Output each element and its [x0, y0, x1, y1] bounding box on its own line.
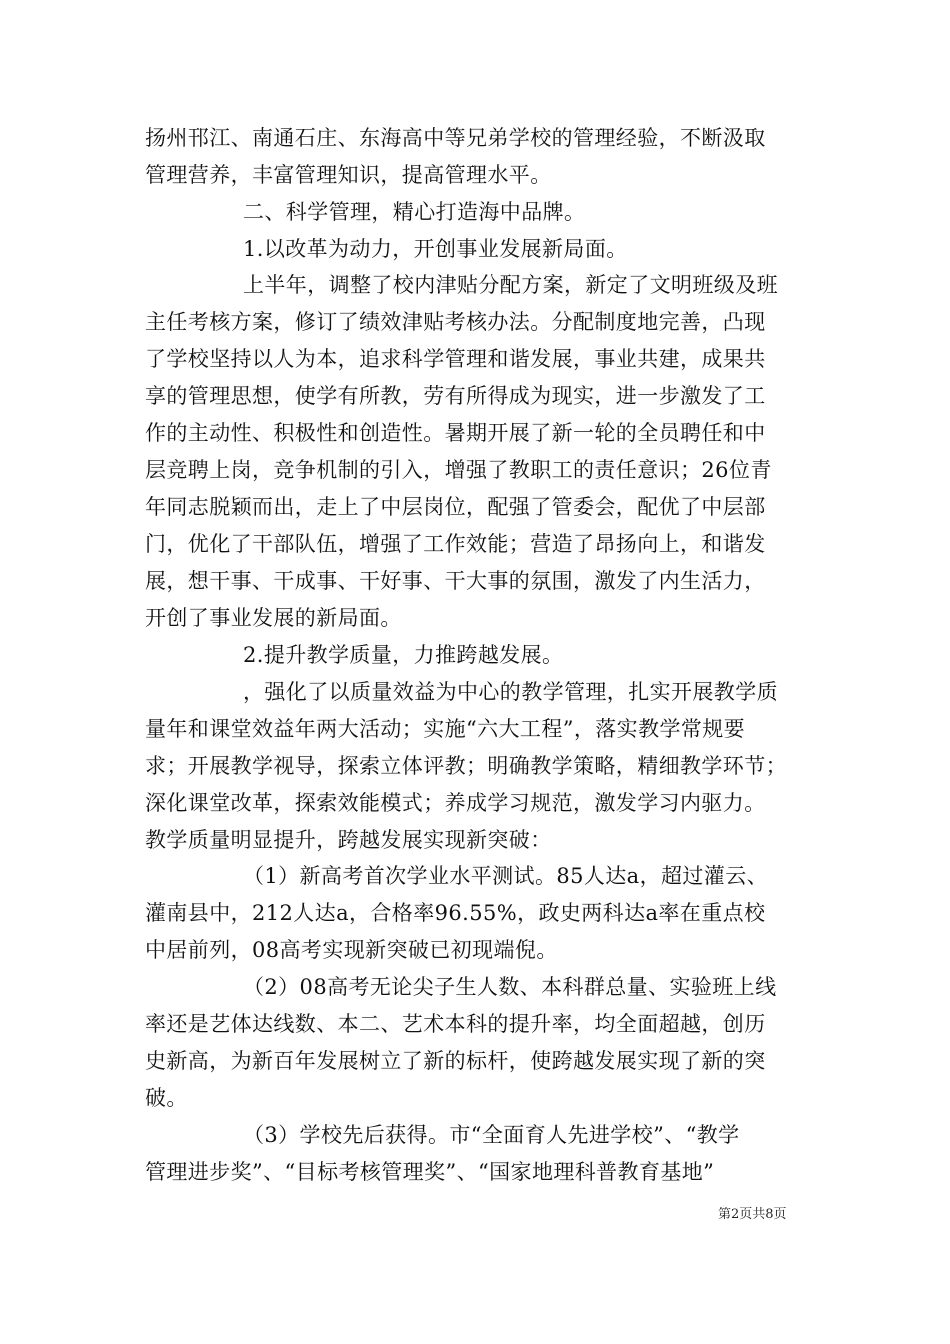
text-line: ，强化了以质量效益为中心的教学管理，扎实开展教学质: [243, 680, 778, 704]
text-line: （2）08高考无论尖子生人数、本科群总量、实验班上线: [243, 975, 777, 999]
subsection-heading: 2.提升教学质量，力推跨越发展。: [243, 643, 564, 667]
text-line: 管理营养，丰富管理知识，提高管理水平。: [145, 163, 552, 187]
section-heading: 二、科学管理，精心打造海中品牌。: [243, 200, 586, 224]
text-line: 量年和课堂效益年两大活动；实施“六大工程”，落实教学常规要: [145, 717, 746, 741]
text-line: 上半年，调整了校内津贴分配方案，新定了文明班级及班: [243, 273, 778, 297]
text-line: 教学质量明显提升，跨越发展实现新突破：: [145, 828, 552, 852]
text-line: （1）新高考首次学业水平测试。85人达a，超过灌云、: [243, 864, 769, 888]
text-line: 开创了事业发展的新局面。: [145, 606, 402, 630]
subsection-heading: 1.以改革为动力，开创事业发展新局面。: [243, 237, 628, 261]
text-line: 破。: [145, 1086, 188, 1110]
text-line: 门，优化了干部队伍，增强了工作效能；营造了昂扬向上，和谐发: [145, 532, 766, 556]
text-line: 作的主动性、积极性和创造性。暑期开展了新一轮的全员聘任和中: [145, 421, 766, 445]
text-line: 深化课堂改革，探索效能模式；养成学习规范，激发学习内驱力。: [145, 791, 766, 815]
text-line: 管理进步奖”、“目标考核管理奖”、“国家地理科普教育基地”: [145, 1160, 715, 1184]
text-line: 层竞聘上岗，竞争机制的引入，增强了教职工的责任意识；26位青: [145, 458, 772, 482]
text-line: 展，想干事、干成事、干好事、干大事的氛围，激发了内生活力，: [145, 569, 766, 593]
text-line: 年同志脱颖而出，走上了中层岗位，配强了管委会，配优了中层部: [145, 495, 766, 519]
text-line: 扬州邗江、南通石庄、东海高中等兄弟学校的管理经验，不断汲取: [145, 126, 766, 150]
text-line: 主任考核方案，修订了绩效津贴考核办法。分配制度地完善，凸现: [145, 310, 766, 334]
text-line: 灌南县中，212人达a，合格率96.55%，政史两科达a率在重点校: [145, 901, 766, 925]
text-line: 了学校坚持以人为本，追求科学管理和谐发展，事业共建，成果共: [145, 347, 766, 371]
text-line: （3）学校先后获得。市“全面育人先进学校”、“教学: [243, 1123, 740, 1147]
text-line: 史新高，为新百年发展树立了新的标杆，使跨越发展实现了新的突: [145, 1049, 766, 1073]
text-line: 求；开展教学视导，探索立体评教；明确教学策略，精细教学环节；: [145, 754, 787, 778]
text-line: 率还是艺体达线数、本二、艺术本科的提升率，均全面超越，创历: [145, 1012, 766, 1036]
text-line: 享的管理思想，使学有所教，劳有所得成为现实，进一步激发了工: [145, 384, 766, 408]
text-line: 中居前列，08高考实现新突破已初现端倪。: [145, 938, 558, 962]
page-number: 第2页共8页: [718, 1207, 787, 1222]
